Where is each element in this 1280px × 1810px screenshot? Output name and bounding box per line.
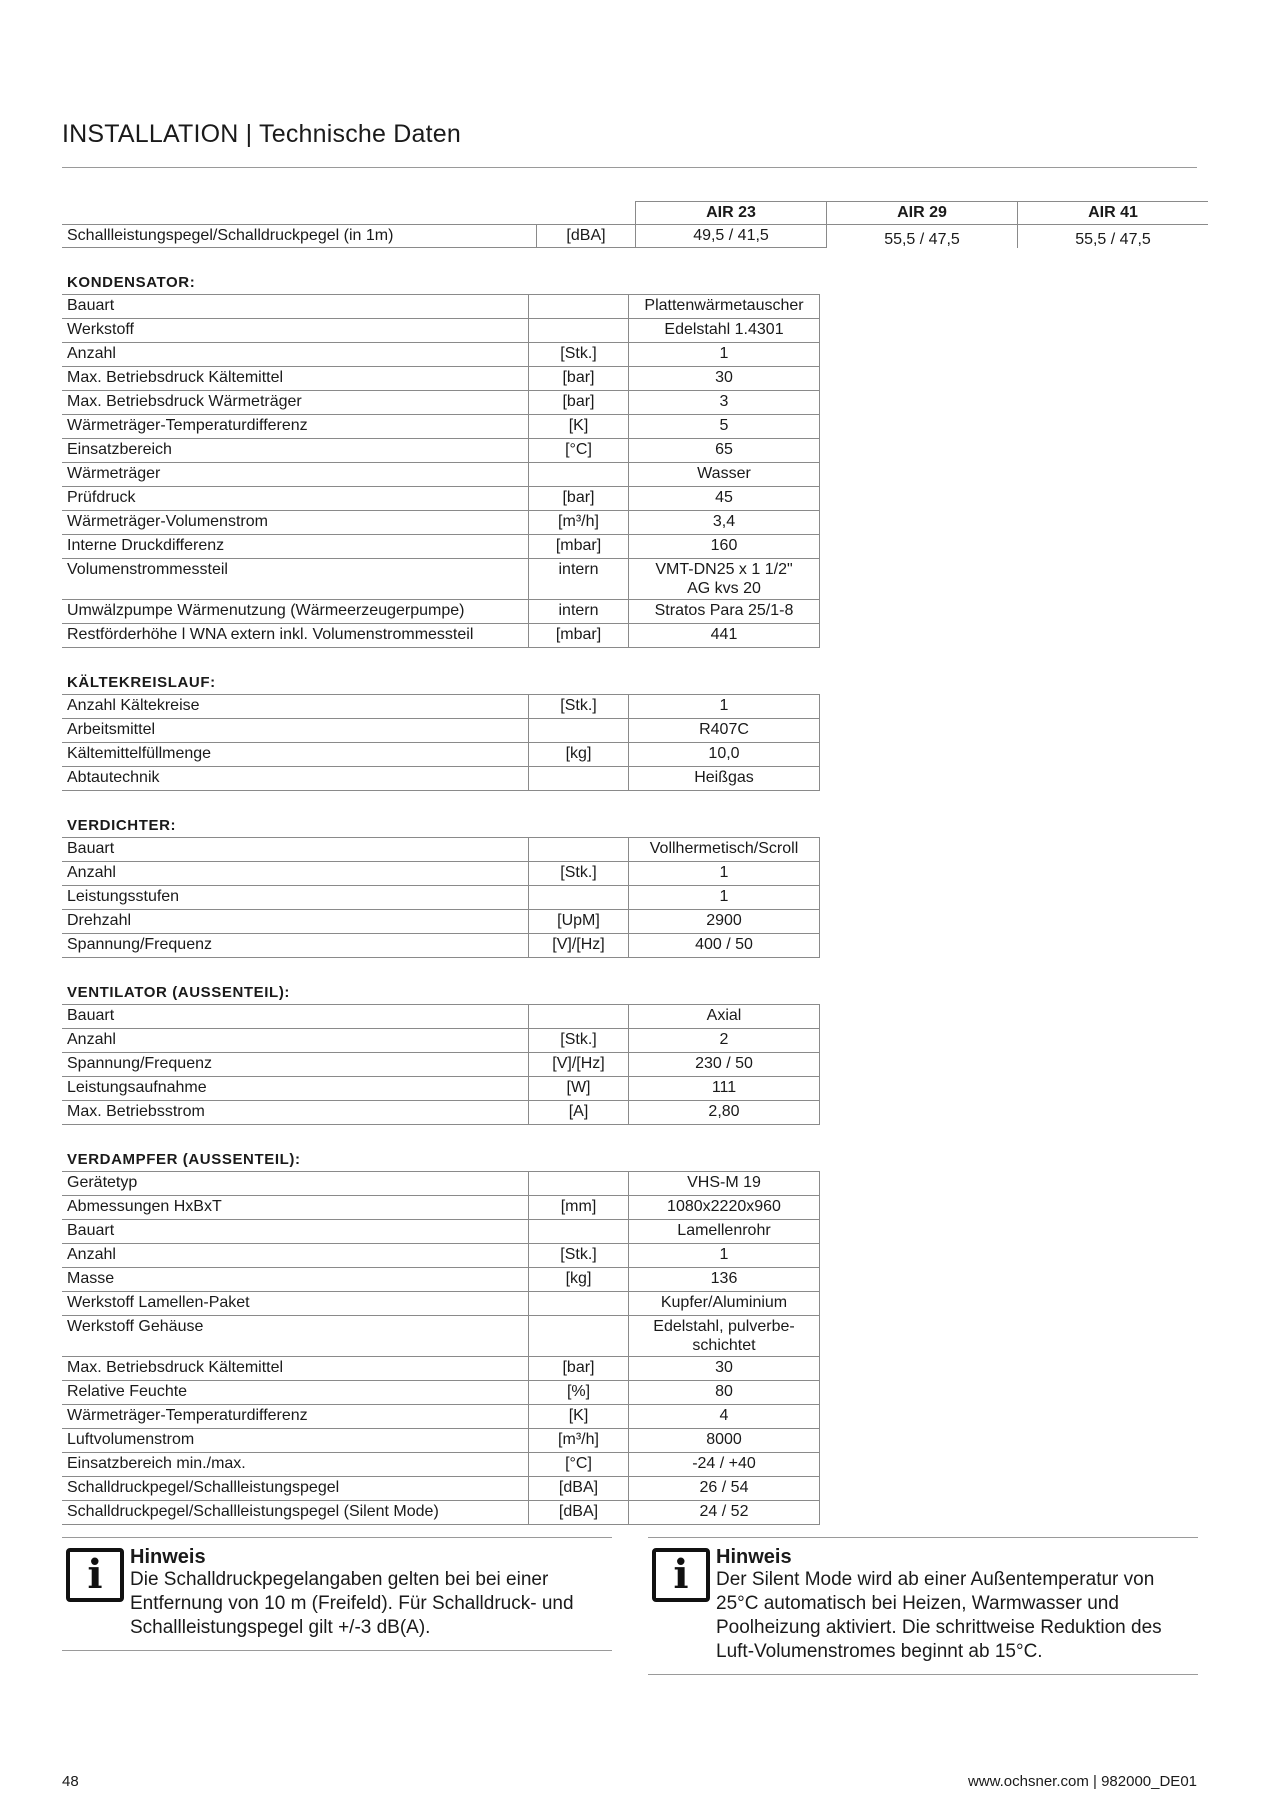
title-divider [62,167,1197,168]
spec-unit-cell: [K] [529,1405,629,1429]
spec-value-cell: Vollhermetisch/Scroll [629,838,820,862]
spec-name-cell: Leistungsstufen [62,886,529,910]
spec-unit-cell: [m³/h] [529,1429,629,1453]
model-header-row [62,202,1208,225]
spec-section [62,982,822,1125]
spec-name-cell: Anzahl Kältekreise [62,695,529,719]
spec-value-cell: 24 / 52 [629,1501,820,1525]
spec-name-cell: Bauart [62,1220,529,1244]
note-text: Der Silent Mode wird ab einer Außentemperatur von 25°C automatisch bei Heizen, Warmwasser und Poolheizung aktiviert. Die schrittweise Reduktion des Luft-Volumenstromes beginnt ab 15°C. [716,1569,1162,1662]
spec-value-cell: 80 [629,1381,820,1405]
spec-section [62,1149,822,1525]
spec-name-cell: Anzahl [62,1029,529,1053]
table-row [62,1357,820,1381]
spec-unit-cell: [mm] [529,1196,629,1220]
spec-name-cell: Gerätetyp [62,1172,529,1196]
spec-unit-cell: [°C] [529,1453,629,1477]
note-box [62,1537,612,1651]
table-row [62,1477,820,1501]
table-row [62,1429,820,1453]
spec-unit-cell: [°C] [529,439,629,463]
spec-unit-cell: [Stk.] [529,1029,629,1053]
spec-unit-cell: [Stk.] [529,1244,629,1268]
spec-name-cell: Spannung/Frequenz [62,1053,529,1077]
spec-value-cell: 136 [629,1268,820,1292]
sound-level-unit: [dBA] [537,225,636,248]
spec-value-cell: 65 [629,439,820,463]
table-row [62,1268,820,1292]
spec-name-cell: Bauart [62,838,529,862]
sound-level-air29: 55,5 / 47,5 [827,225,1018,248]
spec-name-cell: Spannung/Frequenz [62,934,529,958]
header-empty-cell [62,202,537,225]
spec-value-cell: 2900 [629,910,820,934]
info-icon: i [652,1548,710,1602]
spec-value-cell: VHS-M 19 [629,1172,820,1196]
spec-value-cell: 4 [629,1405,820,1429]
spec-unit-cell [529,1220,629,1244]
table-row [62,838,820,862]
spec-unit-cell: [bar] [529,487,629,511]
spec-value-cell: 1 [629,886,820,910]
spec-table [62,294,820,648]
spec-name-cell: Anzahl [62,1244,529,1268]
spec-unit-cell: [mbar] [529,535,629,559]
spec-value-cell: 1 [629,862,820,886]
table-row [62,1501,820,1525]
table-row [62,511,820,535]
table-row [62,1244,820,1268]
spec-name-cell: Schalldruckpegel/Schallleistungspegel (Silent Mode) [62,1501,529,1525]
section-title: VERDICHTER: [67,817,177,834]
spec-value-cell: Kupfer/Aluminium [629,1292,820,1316]
table-row [62,367,820,391]
spec-value-cell: Lamellenrohr [629,1220,820,1244]
spec-name-cell: Wärmeträger-Volumenstrom [62,511,529,535]
spec-value-cell: Wasser [629,463,820,487]
spec-name-cell: Drehzahl [62,910,529,934]
table-row [62,559,820,600]
spec-name-cell: Max. Betriebsdruck Kältemittel [62,367,529,391]
spec-value-cell: Plattenwärmetauscher [629,295,820,319]
spec-unit-cell [529,838,629,862]
spec-unit-cell [529,1172,629,1196]
section-title: VENTILATOR (AUSSENTEIL): [67,984,291,1001]
spec-table [62,1004,820,1125]
model-header-table [62,201,1208,248]
table-row [62,743,820,767]
table-row [62,600,820,624]
spec-unit-cell: [Stk.] [529,343,629,367]
spec-unit-cell [529,719,629,743]
spec-table [62,694,820,791]
table-row [62,319,820,343]
spec-name-cell: Restförderhöhe l WNA extern inkl. Volumenstrommessteil [62,624,529,648]
spec-unit-cell [529,319,629,343]
spec-value-cell: R407C [629,719,820,743]
spec-unit-cell: [kg] [529,1268,629,1292]
spec-unit-cell: [dBA] [529,1501,629,1525]
spec-value-cell: 2 [629,1029,820,1053]
spec-name-cell: Kältemittelfüllmenge [62,743,529,767]
spec-section [62,815,822,958]
table-row [62,415,820,439]
table-row [62,1316,820,1357]
sound-level-air23: 49,5 / 41,5 [636,225,827,248]
spec-name-cell: Arbeitsmittel [62,719,529,743]
spec-name-cell: Wärmeträger-Temperaturdifferenz [62,1405,529,1429]
spec-value-cell: 1 [629,1244,820,1268]
table-row [62,391,820,415]
spec-unit-cell: [V]/[Hz] [529,934,629,958]
spec-value-cell: 8000 [629,1429,820,1453]
spec-name-cell: Bauart [62,1005,529,1029]
spec-name-cell: Anzahl [62,862,529,886]
table-row [62,463,820,487]
spec-value-cell: Stratos Para 25/1-8 [629,600,820,624]
spec-value-cell: 1 [629,695,820,719]
spec-value-cell: 3 [629,391,820,415]
spec-unit-cell: [UpM] [529,910,629,934]
spec-name-cell: Wärmeträger [62,463,529,487]
header-empty-cell [537,202,636,225]
sound-level-air41: 55,5 / 47,5 [1018,225,1209,248]
sound-level-label: Schallleistungspegel/Schalldruckpegel (in 1m) [62,225,537,248]
spec-value-cell: 30 [629,367,820,391]
note-text: Die Schalldruckpegelangaben gelten bei bei einer Entfernung von 10 m (Freifeld). Für Schalldruck- und Schallleistungspegel gilt +/-3 dB(A). [130,1569,574,1638]
spec-name-cell: Abmessungen HxBxT [62,1196,529,1220]
spec-unit-cell: [Stk.] [529,695,629,719]
spec-name-cell: Volumenstrommessteil [62,559,529,600]
model-air23: AIR 23 [636,202,827,225]
table-row [62,1077,820,1101]
spec-value-cell: 30 [629,1357,820,1381]
spec-value-cell: -24 / +40 [629,1453,820,1477]
table-row [62,862,820,886]
spec-name-cell: Werkstoff Lamellen-Paket [62,1292,529,1316]
spec-unit-cell: [W] [529,1077,629,1101]
spec-name-cell: Prüfdruck [62,487,529,511]
spec-value-cell: Edelstahl, pulverbe- schichtet [629,1316,820,1357]
spec-name-cell: Luftvolumenstrom [62,1429,529,1453]
table-row [62,1453,820,1477]
spec-value-cell: 10,0 [629,743,820,767]
note-box [648,1537,1198,1675]
info-icon: i [66,1548,124,1602]
spec-value-cell: 2,80 [629,1101,820,1125]
spec-value-cell: 160 [629,535,820,559]
spec-value-cell: 5 [629,415,820,439]
spec-name-cell: Bauart [62,295,529,319]
spec-unit-cell [529,886,629,910]
table-row [62,1005,820,1029]
spec-unit-cell [529,295,629,319]
table-row [62,487,820,511]
page-number: 48 [62,1773,79,1790]
table-row [62,934,820,958]
spec-value-cell: 1080x2220x960 [629,1196,820,1220]
table-row [62,1405,820,1429]
table-row [62,719,820,743]
spec-unit-cell [529,463,629,487]
table-row [62,1292,820,1316]
spec-unit-cell: [K] [529,415,629,439]
spec-value-cell: 400 / 50 [629,934,820,958]
spec-table [62,837,820,958]
table-row [62,535,820,559]
spec-name-cell: Umwälzpumpe Wärmenutzung (Wärmeerzeugerpumpe) [62,600,529,624]
spec-table [62,1171,820,1525]
spec-name-cell: Anzahl [62,343,529,367]
table-row [62,624,820,648]
spec-name-cell: Max. Betriebsdruck Kältemittel [62,1357,529,1381]
spec-name-cell: Relative Feuchte [62,1381,529,1405]
note-heading: Hinweis [716,1546,792,1568]
section-title: VERDAMPFER (AUSSENTEIL): [67,1151,301,1168]
spec-value-cell: Edelstahl 1.4301 [629,319,820,343]
section-title: KÄLTEKREISLAUF: [67,674,216,691]
spec-name-cell: Werkstoff Gehäuse [62,1316,529,1357]
table-row [62,1220,820,1244]
spec-unit-cell: [m³/h] [529,511,629,535]
spec-value-cell: 111 [629,1077,820,1101]
spec-section [62,672,822,791]
table-row [62,1172,820,1196]
table-row [62,886,820,910]
table-row [62,343,820,367]
spec-name-cell: Wärmeträger-Temperaturdifferenz [62,415,529,439]
spec-value-cell: 230 / 50 [629,1053,820,1077]
spec-unit-cell: [bar] [529,1357,629,1381]
spec-sections [62,272,822,1549]
spec-unit-cell: [kg] [529,743,629,767]
section-title: KONDENSATOR: [67,274,196,291]
spec-unit-cell: [bar] [529,367,629,391]
spec-section [62,272,822,648]
table-row [62,295,820,319]
spec-name-cell: Schalldruckpegel/Schallleistungspegel [62,1477,529,1501]
table-row [62,439,820,463]
spec-unit-cell: [dBA] [529,1477,629,1501]
table-row [62,1101,820,1125]
spec-value-cell: Heißgas [629,767,820,791]
spec-unit-cell: [mbar] [529,624,629,648]
spec-unit-cell: [%] [529,1381,629,1405]
spec-name-cell: Max. Betriebsdruck Wärmeträger [62,391,529,415]
spec-name-cell: Einsatzbereich min./max. [62,1453,529,1477]
page-title: INSTALLATION | Technische Daten [62,120,461,148]
spec-unit-cell: intern [529,600,629,624]
spec-name-cell: Leistungsaufnahme [62,1077,529,1101]
table-row [62,1053,820,1077]
spec-value-cell: 441 [629,624,820,648]
spec-value-cell: 1 [629,343,820,367]
spec-name-cell: Einsatzbereich [62,439,529,463]
spec-unit-cell [529,1316,629,1357]
spec-name-cell: Masse [62,1268,529,1292]
spec-name-cell: Interne Druckdifferenz [62,535,529,559]
spec-unit-cell [529,1292,629,1316]
table-row [62,1029,820,1053]
table-row [62,695,820,719]
spec-unit-cell: [bar] [529,391,629,415]
spec-unit-cell: [V]/[Hz] [529,1053,629,1077]
spec-value-cell: 26 / 54 [629,1477,820,1501]
note-heading: Hinweis [130,1546,206,1568]
footer-reference: www.ochsner.com | 982000_DE01 [967,1773,1197,1790]
spec-name-cell: Abtautechnik [62,767,529,791]
spec-unit-cell [529,767,629,791]
spec-unit-cell: intern [529,559,629,600]
table-row [62,910,820,934]
sound-level-row [62,225,1208,248]
spec-unit-cell [529,1005,629,1029]
spec-value-cell: 3,4 [629,511,820,535]
spec-unit-cell: [Stk.] [529,862,629,886]
model-air29: AIR 29 [827,202,1018,225]
spec-name-cell: Werkstoff [62,319,529,343]
spec-name-cell: Max. Betriebsstrom [62,1101,529,1125]
spec-value-cell: Axial [629,1005,820,1029]
table-row [62,1196,820,1220]
model-air41: AIR 41 [1018,202,1209,225]
spec-value-cell: VMT-DN25 x 1 1/2" AG kvs 20 [629,559,820,600]
spec-unit-cell: [A] [529,1101,629,1125]
table-row [62,1381,820,1405]
spec-value-cell: 45 [629,487,820,511]
table-row [62,767,820,791]
